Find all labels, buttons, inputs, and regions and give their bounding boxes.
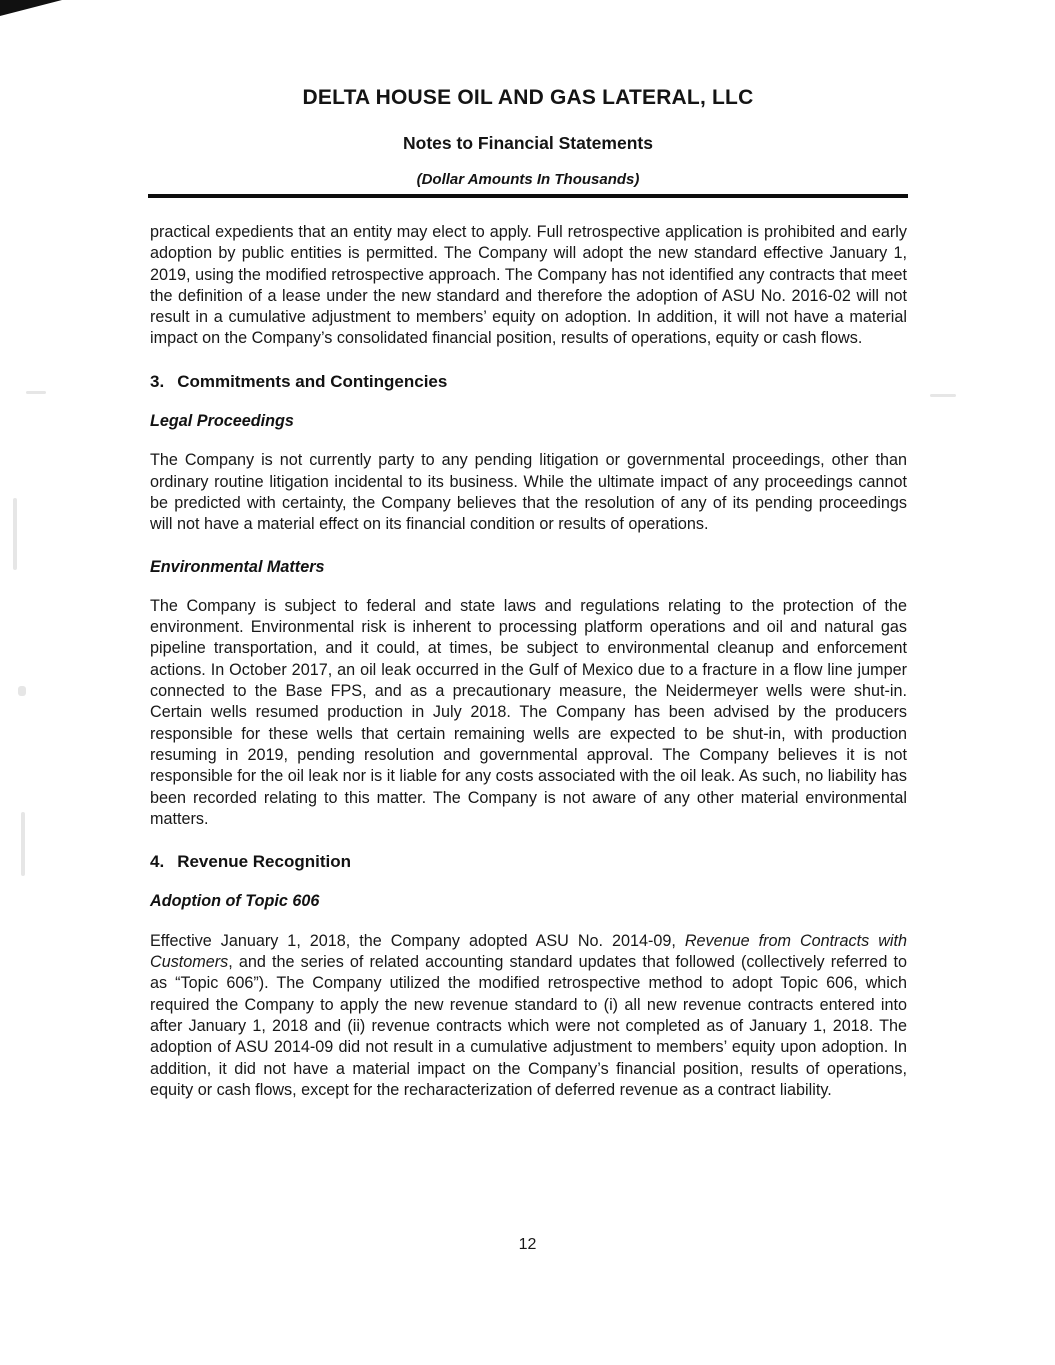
document-footer	[0, 1236, 1055, 1254]
section-number: 3.	[150, 371, 165, 391]
document-subtitle: Notes to Financial Statements	[403, 133, 653, 153]
scan-corner-artifact	[0, 0, 62, 16]
section-title: Revenue Recognition	[177, 852, 351, 872]
paragraph-legal-proceedings: The Company is not currently party to any pending litigation or governmental proceedings, other than ordinary routine litigation incidental to its business. While the ultimate impact of any proceedings cannot be predicted with certainty, the Company believes that the resolution of any of its pending proceedings will not have a material effect on its financial condition or results of operations.	[150, 451, 907, 534]
subheading-legal-proceedings: Legal Proceedings	[150, 412, 294, 431]
section-heading-revenue-recognition	[150, 851, 907, 872]
subheading-environmental-matters: Environmental Matters	[150, 557, 325, 576]
subheading-adoption-topic-606: Adoption of Topic 606	[150, 892, 320, 911]
scan-artifact	[930, 394, 956, 397]
section-title: Commitments and Contingencies	[177, 371, 448, 391]
section-number: 4.	[150, 852, 165, 872]
paragraph-revenue-recognition	[150, 931, 907, 1101]
scan-artifact	[26, 391, 46, 394]
paragraph-segment: , and the series of related accounting standard updates that followed (collectively referred to as “Topic 606”). The Company utilized the modified retrospective method to adopt Topic 606, which required the Company to apply the new revenue standard to (i) all new revenue contracts entered into after January 1, 2018 and (ii) revenue contracts which were not completed as of January 1, 2018. The adoption of ASU 2014-09 did not result in a cumulative adjustment to members’ equity upon adoption. In addition, it did not have a material impact on the Company’s financial position, results of operations, equity or cash flows, except for the recharacterization of deferred revenue as a contract liability.	[150, 953, 907, 1099]
paragraph-segment-italic: Revenue from Contracts with Customers	[150, 931, 907, 972]
scan-artifact	[13, 498, 17, 570]
header-divider	[148, 194, 908, 198]
section-heading-commitments	[150, 371, 907, 392]
document-header	[148, 86, 908, 198]
paragraph-environmental-matters: The Company is subject to federal and state laws and regulations relating to the protection of the environment. Environmental risk is inherent to processing platform operations and oil and natural gas pipeline transportation, and it could, at times, be subject to environmental cleanup and enforcement actions. In October 2017, an oil leak occurred in the Gulf of Mexico due to a fracture in a flow line jumper connected to the Base FPS, and as a precautionary measure, the Neidermeyer wells were shut-in. Certain wells resumed production in July 2018. The Company has been advised by the producers responsible for these wells that certain remaining wells are expected to be shut-in, with production resuming in 2019, pending resolution and governmental approval. The Company believes it is not responsible for the oil leak nor is it liable for any costs associated with the oil leak. As such, no liability has been recorded relating to this matter. The Company is not aware of any other material environmental matters.	[150, 596, 907, 828]
paragraph-segment: Effective January 1, 2018, the Company adopted ASU No. 2014-09,	[150, 931, 685, 950]
paragraph-lease-standard: practical expedients that an entity may elect to apply. Full retrospective application is prohibited and early adoption by public entities is permitted. The Company will adopt the new standard effective January 1, 2019, using the modified retrospective approach. The Company has not identified any contracts that meet the definition of a lease under the new standard and therefore the adoption of ASU No. 2016-02 will not result in a cumulative adjustment to members’ equity on adoption. In addition, it will not have a material impact on the Company’s consolidated financial position, results of operations, equity or cash flows.	[150, 223, 907, 348]
document-body	[150, 222, 907, 1122]
scan-artifact	[18, 686, 26, 696]
document-subnote: (Dollar Amounts In Thousands)	[416, 171, 640, 188]
page-number: 12	[518, 1236, 537, 1253]
document-title: DELTA HOUSE OIL AND GAS LATERAL, LLC	[302, 86, 754, 109]
scan-artifact	[21, 812, 25, 876]
